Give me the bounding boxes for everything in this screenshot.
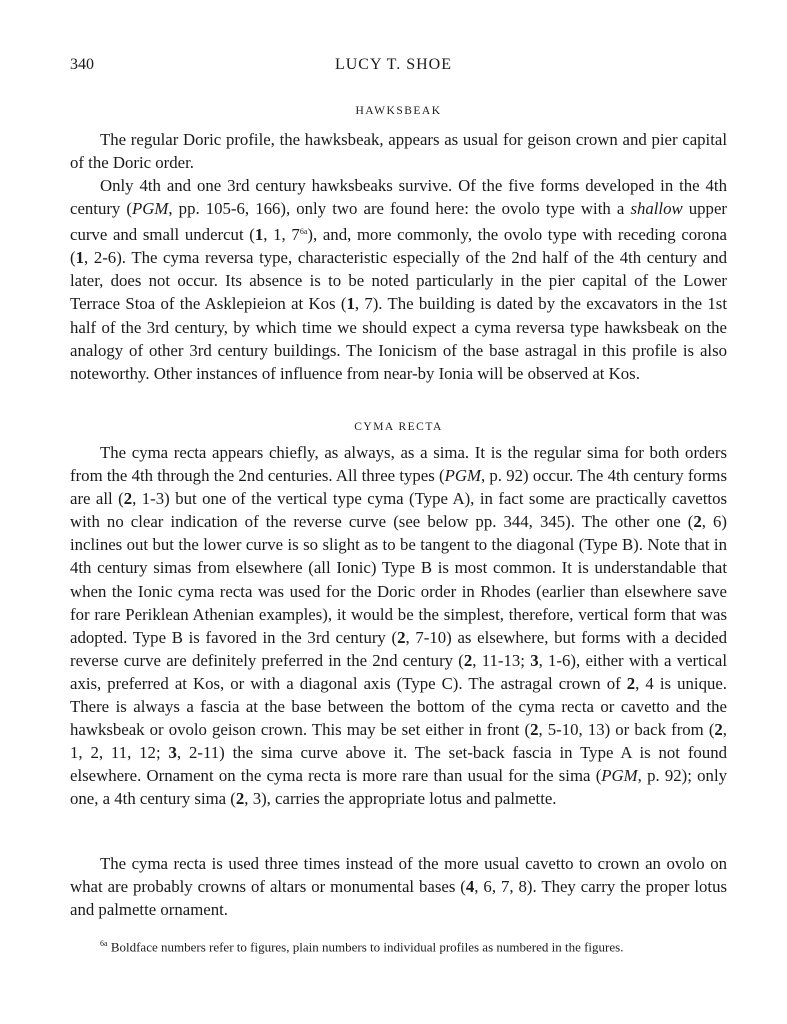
- running-head: [0, 56, 787, 78]
- paragraph-hawksbeak-forms: Only 4th and one 3rd century hawksbeaks survive. Of the five forms developed in the 4th century (PGM, pp. 105-6, 166), only two are found here: the ovolo type with a shallow upper curve and small undercut (1, 1, 7$^{6a}$), and, more commonly, the ovolo type with receding corona (1, 2-6). The cyma reversa type, characteristic especially of the 2nd half of the 4th century and later, does not occur. Its absence is to be noted particularly in the pier capital of the Lower Terrace Stoa of the Asklepieion at Kos (1, 7). The building is dated by the excavators in the 1st half of the 3rd century, by which time we should expect a cyma reversa type hawksbeak on the analogy of other 3rd century buildings. The Ionicism of the base astragal in this profile is also noteworthy. Other instances of influence from near-by Ionia will be observed at Kos.: [70, 176, 728, 383]
- footnote-reference: 6a: [299, 227, 308, 237]
- page-number: 340: [70, 56, 94, 73]
- section-heading-cyma-recta: CYMA RECTA: [354, 421, 443, 433]
- paragraph-cyma-recta-types: The cyma recta appears chiefly, as always, as a sima. It is the regular sima for both orders from the 4th through the 2nd centuries. All three types (PGM, p. 92) occur. The 4th century forms are all (2, 1-3) but one of the vertical type cyma (Type A), in fact some are practically cavettos with no clear indication of the reverse curve (see below pp. 344, 345). The other one (2, 6) inclines out but the lower curve is so slight as to be tangent to the diagonal (Type B). Note that in 4th century simas from elsewhere (all Ionic) Type B is most common. It is understandable that when the Ionic cyma recta was used for the Doric order in Rhodes (earlier than elsewhere save for rare Periklean Athenian examples), it would be the simplest, therefore, vertical form that was adopted. Type B is favored in the 3rd century (2, 7-10) as elsewhere, but forms with a decided reverse curve are definitely preferred in the 2nd century (2, 11-13; 3, 1-6), either with a vertical axis, preferred at Kos, or with a diagonal axis (Type C). The astragal crown of 2, 4 is unique. There is always a fascia at the base between the bottom of the cyma recta or cavetto and the hawksbeak or ovolo geison crown. This may be set either in front (2, 5-10, 13) or back from (2, 1, 2, 11, 12; 3, 2-11) the sima curve above it. The set-back fascia in Type A is not found elsewhere. Ornament on the cyma recta is more rare than usual for the sima (PGM, p. 92); only one, a 4th century sima (2, 3), carries the appropriate lotus and palmette.: [70, 443, 728, 809]
- section-heading-hawksbeak: HAWKSBEAK: [355, 105, 442, 117]
- footnote-mark: 6a: [100, 939, 108, 948]
- paragraph-hawksbeak-intro: The regular Doric profile, the hawksbeak, appears as usual for geison crown and pier capital of the Doric order.: [70, 130, 727, 173]
- paragraph-cyma-recta-altars: The cyma recta is used three times instead of the more usual cavetto to crown an ovolo on what are probably crowns of altars or monumental bases (4, 6, 7, 8). They carry the proper lotus and palmette ornament.: [70, 854, 727, 920]
- running-head-author: LUCY T. SHOE: [334, 56, 453, 73]
- footnote: $^{6a}$ Boldface numbers refer to figures, plain numbers to individual profiles as numbered in the figures.: [100, 939, 624, 955]
